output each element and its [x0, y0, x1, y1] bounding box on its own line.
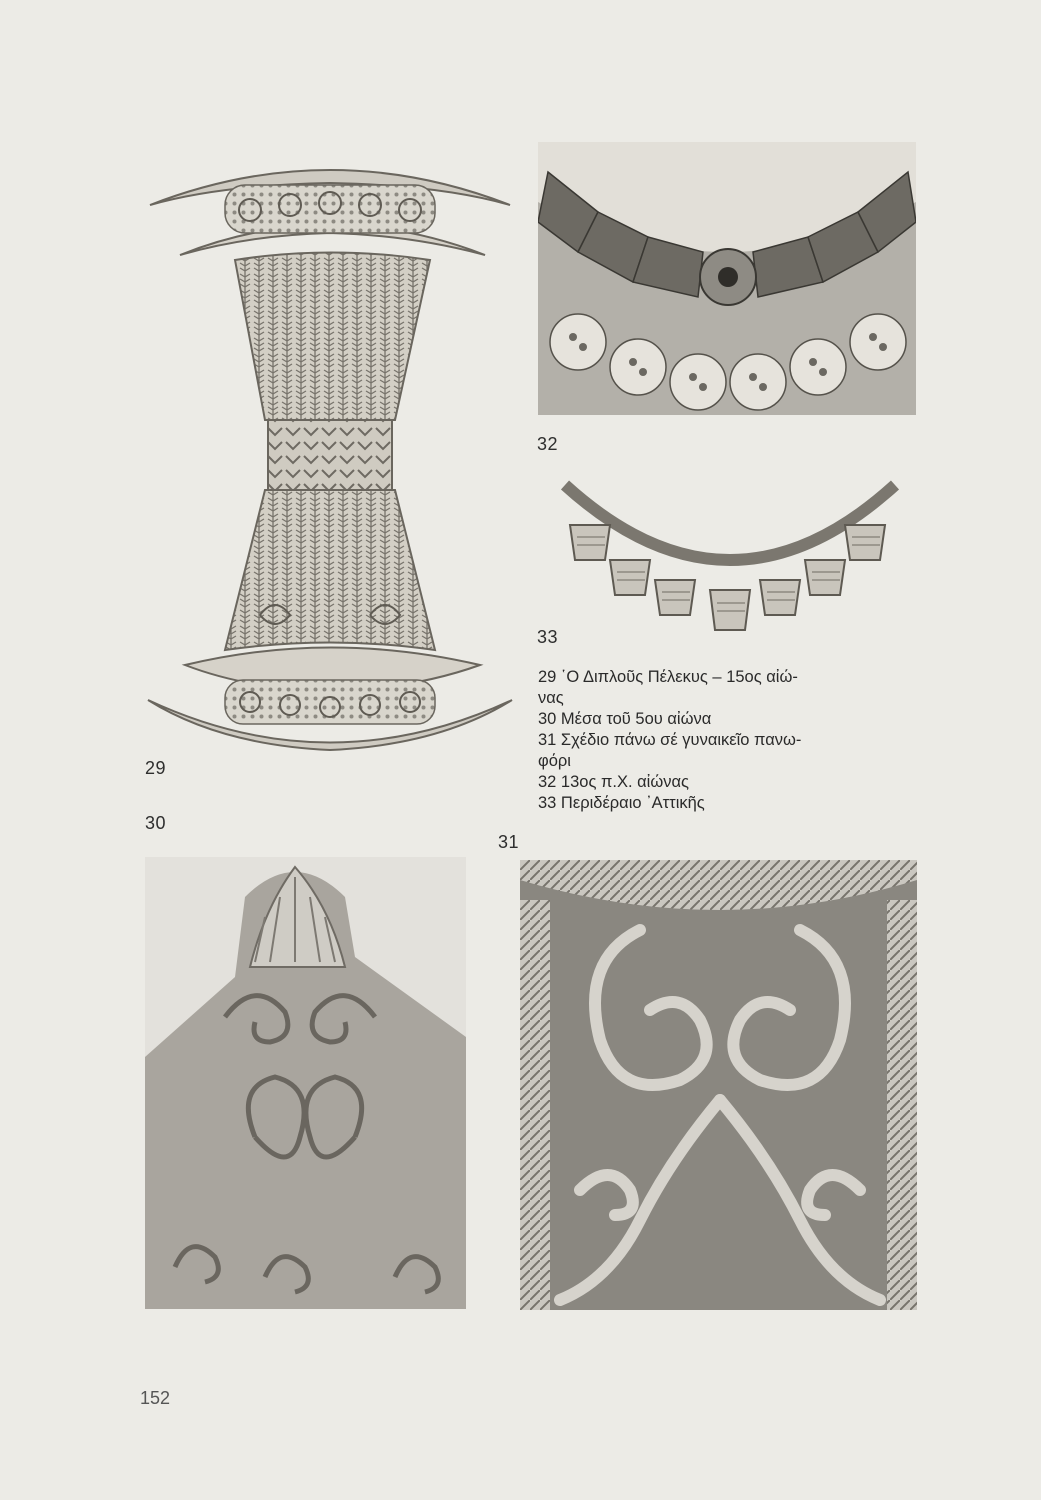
- pectoral-necklace-icon: [555, 465, 905, 645]
- figure-30-label: 30: [145, 813, 167, 833]
- figure-31-embroidery: [520, 860, 917, 1310]
- figure-31-label: 31: [498, 832, 520, 852]
- figure-29-double-axe: [140, 145, 520, 770]
- palmette-relief-icon: [145, 857, 466, 1309]
- page-number: 152: [140, 1388, 171, 1408]
- figure-33-label: 33: [537, 627, 559, 647]
- figure-32-label: 32: [537, 434, 559, 454]
- figure-29-label: 29: [145, 758, 167, 778]
- caption-line: φόρι: [538, 752, 571, 770]
- double-axe-icon: [140, 145, 520, 770]
- caption-line: 33 Περιδέραιο ᾿Αττικῆς: [538, 794, 705, 812]
- figure-33-pectoral-necklace: [555, 465, 905, 645]
- figure-30-palmette-relief: [145, 857, 466, 1309]
- caption-line: νας: [538, 689, 564, 707]
- caption-line: 29 ῾Ο Διπλοῦς Πέλεκυς – 15ος αἰώ-: [538, 668, 798, 686]
- caption-line: 32 13ος π.Χ. αἰώνας: [538, 773, 689, 791]
- embroidery-scroll-icon: [520, 860, 917, 1310]
- necklace-icon: [538, 142, 916, 415]
- figure-32-necklace: [538, 142, 916, 415]
- caption-line: 30 Μέσα τοῦ 5ου αἰώνα: [538, 710, 712, 728]
- figure-caption: [538, 667, 868, 814]
- caption-line: 31 Σχέδιο πάνω σέ γυναικεῖο πανω-: [538, 731, 802, 749]
